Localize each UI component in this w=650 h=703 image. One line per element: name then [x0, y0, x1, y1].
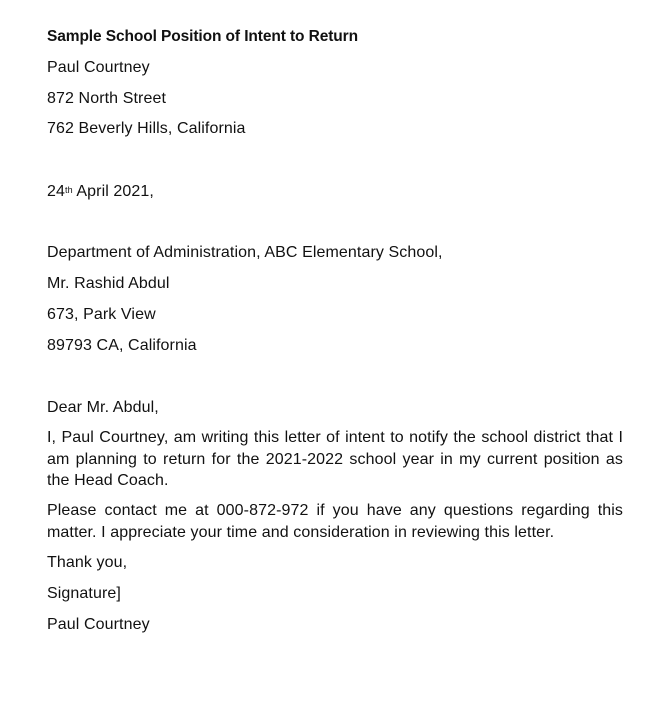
signature: Signature] [47, 585, 121, 602]
date-day: 24 [47, 183, 65, 200]
document-title: Sample School Position of Intent to Return [47, 28, 358, 45]
letter-date [47, 182, 154, 202]
recipient-organization: Department of Administration, ABC Elementary School, [47, 244, 443, 261]
body-paragraph: Please contact me at 000-872-972 if you have any questions regarding this matter. I appreciate your time and consideration in reviewing this letter. [47, 502, 623, 541]
date-day-suffix: th [65, 185, 73, 195]
closing: Thank you, [47, 554, 128, 571]
recipient-city: 89793 CA, California [47, 337, 197, 354]
body-paragraph: I, Paul Courtney, am writing this letter of intent to notify the school district that I am planning to return for the 2021-2022 school year in my current position as the Head Coach. [47, 429, 623, 489]
recipient-street: 673, Park View [47, 306, 156, 323]
date-month-year: April 2021, [72, 183, 154, 200]
sender-name: Paul Courtney [47, 59, 150, 76]
salutation: Dear Mr. Abdul, [47, 399, 159, 416]
recipient-name: Mr. Rashid Abdul [47, 275, 170, 292]
sender-city: 762 Beverly Hills, California [47, 120, 246, 137]
signer-name: Paul Courtney [47, 616, 150, 633]
sender-street: 872 North Street [47, 90, 166, 107]
